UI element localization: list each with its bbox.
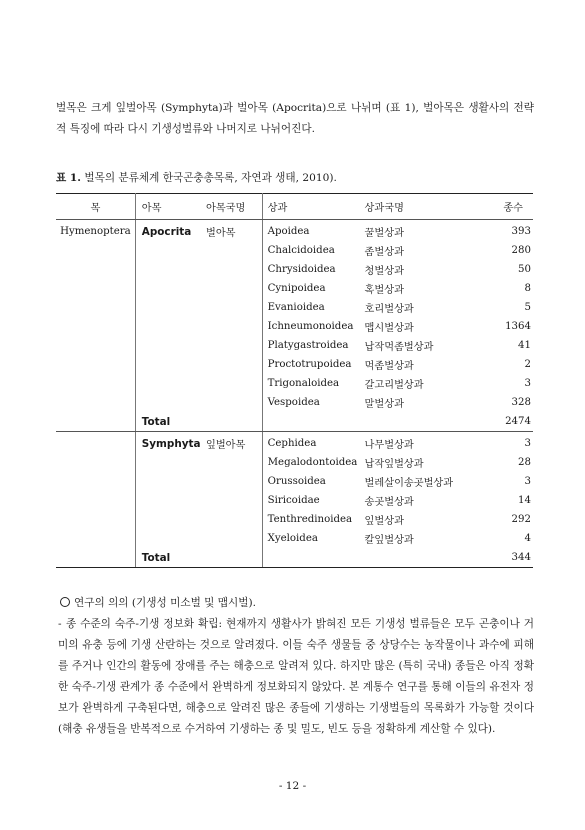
order-cell (56, 548, 135, 568)
total-label-cell-text: Total (141, 551, 171, 564)
superfamily-kr-cell: 혹벌상과 (364, 285, 404, 296)
superfamily-kr-cell: 맵시벌상과 (364, 323, 414, 334)
superfamily-cell: Siricoidae (267, 495, 320, 506)
superfamily-kr-cell: 납작먹좀벌상과 (364, 342, 434, 353)
superfamily-cell: Platygastroidea (267, 340, 349, 351)
table-row (56, 355, 533, 374)
suborder-cell (135, 317, 206, 336)
header-species-count: 종수 (472, 194, 533, 220)
order-cell (56, 472, 135, 491)
order-cell (56, 453, 135, 472)
suborder-cell (135, 355, 206, 374)
table-row (56, 317, 533, 336)
suborder-kr-cell (206, 355, 262, 374)
suborder-cell (135, 529, 206, 548)
order-cell (56, 510, 135, 529)
superfamily-kr-cell: 호리벌상과 (364, 304, 414, 315)
order-cell (56, 393, 135, 412)
species-count-cell: 328 (511, 397, 531, 408)
superfamily-kr-cell: 먹좀벌상과 (364, 361, 414, 372)
header-superfamily: 상과 (262, 194, 364, 220)
superfamily-kr-cell: 납작잎벌상과 (364, 459, 424, 470)
order-cell (56, 279, 135, 298)
suborder-kr-cell (206, 279, 262, 298)
dash-bullet: - (58, 618, 62, 630)
table-row (56, 298, 533, 317)
table-row (56, 453, 533, 472)
superfamily-kr-cell: 말벌상과 (364, 399, 404, 410)
suborder-kr-cell (206, 298, 262, 317)
suborder-cell (135, 472, 206, 491)
superfamily-kr-cell: 칼잎벌상과 (364, 535, 414, 546)
superfamily-cell: Trigonaloidea (267, 378, 340, 389)
table-header-row (56, 194, 533, 220)
intro-paragraph: 벌목은 크게 잎벌아목 (Symphyta)과 벌아목 (Apocrita)으로 나뉘며 (표 1), 벌아목은 생활사의 전략적 특징에 따라 다시 기생성벌류와 나머지로 나뉘어진다. (56, 102, 534, 135)
suborder-cell (135, 260, 206, 279)
table-row (56, 241, 533, 260)
suborder-cell (135, 279, 206, 298)
table-row (56, 472, 533, 491)
suborder-kr-cell (206, 336, 262, 355)
suborder-cell (135, 298, 206, 317)
order-cell (56, 491, 135, 510)
superfamily-cell: Cephidea (267, 438, 317, 449)
suborder-kr-cell (206, 491, 262, 510)
table-caption (56, 170, 337, 185)
species-count-cell: 8 (524, 283, 531, 294)
suborder-cell (135, 393, 206, 412)
table-row (56, 279, 533, 298)
suborder-cell (135, 432, 206, 454)
superfamily-cell: Cynipoidea (267, 283, 326, 294)
table-row (56, 393, 533, 412)
superfamily-cell (262, 412, 364, 432)
header-suborder-kr: 아목국명 (206, 194, 262, 220)
section-title-text: 연구의 의의 (기생성 미소벌 및 맵시벌). (74, 597, 256, 609)
suborder-kr-cell (206, 412, 262, 432)
section-title (60, 595, 256, 610)
total-label-cell-text: Total (141, 415, 171, 428)
superfamily-cell: Megalodontoidea (267, 457, 358, 468)
superfamily-cell: Xyeloidea (267, 533, 318, 544)
species-count-cell: 28 (518, 457, 531, 468)
suborder-kr-cell (206, 260, 262, 279)
header-superfamily-kr: 상과국명 (365, 194, 472, 220)
species-count-cell: 3 (524, 438, 531, 449)
superfamily-kr-cell (365, 548, 472, 568)
species-count-cell: 14 (518, 495, 531, 506)
superfamily-cell: Vespoidea (267, 397, 320, 408)
table-caption-label: 표 1. (56, 172, 81, 184)
total-count-cell: 2474 (472, 412, 533, 432)
species-count-cell: 2 (524, 359, 531, 370)
superfamily-kr-cell: 잎벌상과 (364, 516, 404, 527)
suborder-cell (135, 241, 206, 260)
species-count-cell: 280 (511, 245, 531, 256)
suborder-cell (135, 491, 206, 510)
superfamily-kr-cell: 나무벌상과 (364, 440, 414, 451)
header-suborder: 아목 (135, 194, 206, 220)
table-caption-text: 벌목의 분류체계 한국곤충총목록, 자연과 생태, 2010). (84, 172, 337, 184)
page-number: - 12 - (278, 780, 307, 792)
superfamily-cell (262, 548, 364, 568)
suborder-kr-cell (206, 510, 262, 529)
species-count-cell: 5 (524, 302, 531, 313)
suborder-kr-cell (206, 317, 262, 336)
table-row (56, 336, 533, 355)
superfamily-kr-cell: 갈고리벌상과 (364, 380, 424, 391)
superfamily-kr-cell: 청벌상과 (364, 266, 404, 277)
suborder-kr-cell (206, 472, 262, 491)
suborder-cell (135, 336, 206, 355)
table-row (56, 510, 533, 529)
table-row (56, 491, 533, 510)
table-row (56, 529, 533, 548)
suborder-kr-cell (206, 529, 262, 548)
total-label-cell (135, 412, 206, 432)
order-cell (56, 374, 135, 393)
suborder-cell-text: Apocrita (141, 225, 192, 238)
suborder-kr-cell: 벌아목 (206, 220, 262, 242)
table-total-row (56, 412, 533, 432)
order-cell: Hymenoptera (56, 220, 135, 242)
order-cell (56, 432, 135, 454)
total-label-cell (135, 548, 206, 568)
order-cell (56, 355, 135, 374)
superfamily-cell: Tenthredinoidea (267, 514, 353, 525)
superfamily-kr-cell: 꿀벌상과 (364, 228, 404, 239)
classification-table (56, 193, 533, 568)
total-count-cell: 344 (472, 548, 533, 568)
species-count-cell: 50 (518, 264, 531, 275)
superfamily-cell: Chrysidoidea (267, 264, 336, 275)
order-cell (56, 260, 135, 279)
species-count-cell: 292 (511, 514, 531, 525)
order-cell (56, 298, 135, 317)
order-cell (56, 529, 135, 548)
suborder-cell (135, 374, 206, 393)
superfamily-cell: Evanioidea (267, 302, 325, 313)
order-cell (56, 241, 135, 260)
table-row (56, 220, 533, 242)
order-cell (56, 336, 135, 355)
table-row (56, 260, 533, 279)
suborder-kr-cell (206, 453, 262, 472)
suborder-cell-text: Symphyta (141, 437, 201, 450)
species-count-cell: 3 (524, 476, 531, 487)
superfamily-kr-cell: 송곳벌상과 (364, 497, 414, 508)
table-total-row (56, 548, 533, 568)
table-row (56, 432, 533, 454)
superfamily-kr-cell (365, 412, 472, 432)
header-order: 목 (56, 194, 135, 220)
suborder-kr-cell: 잎벌아목 (206, 432, 262, 454)
suborder-cell (135, 453, 206, 472)
superfamily-cell: Proctotrupoidea (267, 359, 352, 370)
table-row (56, 374, 533, 393)
suborder-kr-cell (206, 241, 262, 260)
superfamily-cell: Orussoidea (267, 476, 326, 487)
order-cell (56, 317, 135, 336)
table-body (56, 220, 533, 568)
suborder-cell (135, 510, 206, 529)
superfamily-cell: Ichneumonoidea (267, 321, 354, 332)
superfamily-kr-cell: 좀벌상과 (364, 247, 404, 258)
species-count-cell: 4 (524, 533, 531, 544)
suborder-cell (135, 220, 206, 242)
order-cell (56, 412, 135, 432)
superfamily-kr-cell: 벌레살이송곳벌상과 (364, 478, 454, 489)
superfamily-cell: Apoidea (267, 226, 310, 237)
circle-bullet-icon (60, 597, 70, 607)
superfamily-cell: Chalcidoidea (267, 245, 335, 256)
species-count-cell: 393 (511, 226, 531, 237)
section-body (58, 614, 534, 740)
species-count-cell: 41 (518, 340, 531, 351)
species-count-cell: 3 (524, 378, 531, 389)
suborder-kr-cell (206, 548, 262, 568)
species-count-cell: 1364 (505, 321, 531, 332)
section-body-text: 종 수준의 숙주-기생 정보화 확립: 현재까지 생활사가 밝혀진 모든 기생성 벌류들은 모두 곤충이나 거미의 유충 등에 기생 산란하는 것으로 알려졌다. 이들 숙주 생물들 중 상당수는 농작물이나 과수에 피해를 주거나 인간의 활동에 장애를 주는 해충으로 알려져 있다. 하지만 많은 (특히 국내) 종들은 아직 정확한 숙주-기생 관계가 종 수준에서 완벽하게 정보화되지 않았다. 본 계통수 연구를 통해 이들의 유전자 정보가 완벽하게 구축된다면, 해충으로 알려진 많은 종들에 기생하는 기생벌들의 목록화가 가능할 것이다 (해충 유생들을 반복적으로 수거하여 기생하는 종 및 밀도, 빈도 등을 정확하게 계산할 수 있다). (58, 618, 534, 735)
suborder-kr-cell (206, 393, 262, 412)
suborder-kr-cell (206, 374, 262, 393)
